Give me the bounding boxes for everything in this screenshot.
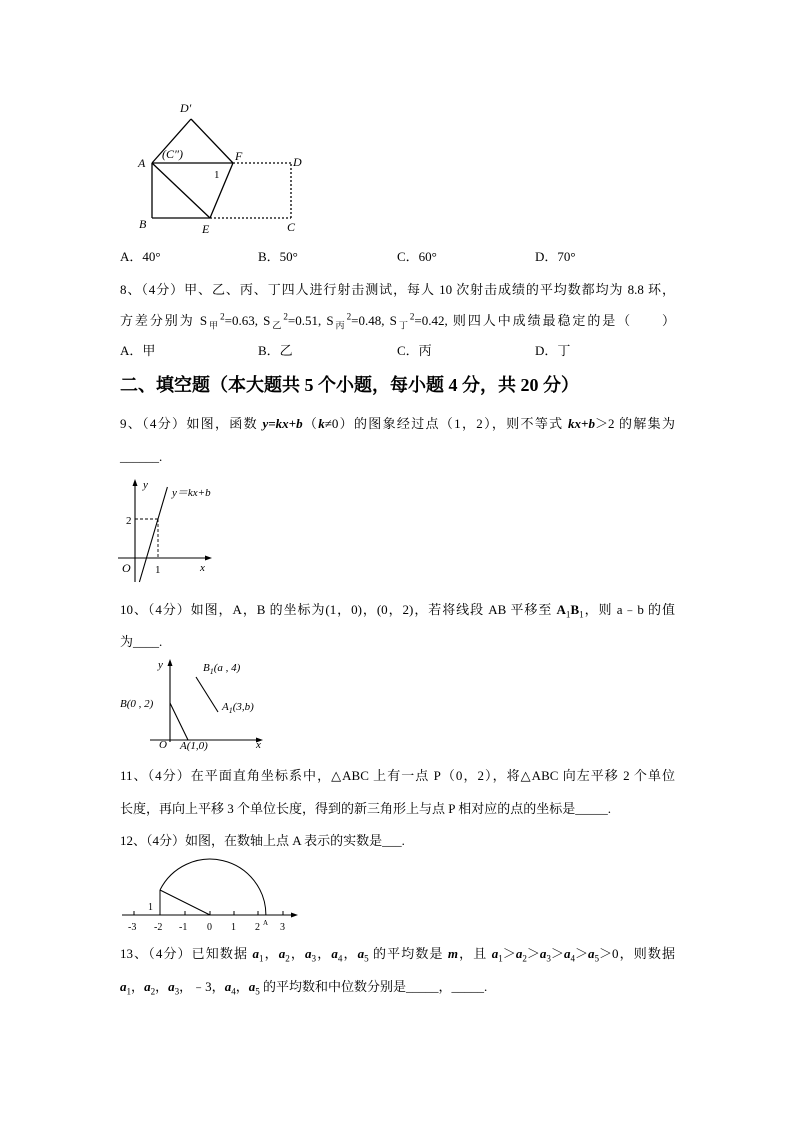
subscript: 4 [570, 953, 575, 964]
label-c: C [287, 220, 296, 234]
math-expression: a [331, 946, 338, 961]
label-unit-height: 1 [148, 902, 153, 913]
subscript: 1 [498, 953, 503, 964]
label-c-double-prime: (C″) [162, 147, 183, 161]
q7-option-c: C．60° [397, 249, 437, 264]
label-d: D [293, 155, 302, 169]
q9-stem-line-1 [120, 414, 675, 434]
x-axis-arrow [205, 556, 212, 561]
subscript: 5 [364, 953, 369, 964]
q7-option-d: D．70° [535, 249, 576, 264]
tick-label-2: 2 [255, 922, 260, 933]
text-segment: ， [131, 979, 145, 994]
q13-stem-line-2 [120, 977, 487, 997]
figure-linear-function [118, 479, 212, 582]
text-segment: （ [302, 416, 319, 431]
superscript: 2 [220, 311, 225, 322]
bold-text: B [570, 602, 580, 617]
label-b1-coords: (a , 4) [213, 662, 241, 674]
subscript: 丁 [396, 320, 410, 331]
label-d-prime: D′ [180, 101, 192, 115]
q13-stem-line-1 [120, 944, 675, 964]
bold-text: A [556, 602, 566, 617]
text-segment: ， [235, 979, 249, 994]
segment-a1b1 [196, 677, 218, 712]
text-segment: 9、（4分）如图，函数 [120, 416, 263, 431]
math-expression: a [491, 946, 499, 961]
figure-segment-translation [120, 659, 263, 752]
subscript: 甲 [207, 320, 221, 331]
q11-stem-line-1: 11、（4分）在平面直角坐标系中，△ABC 上有一点 P（0，2），将△ABC 向左平移 2 个单位 [120, 768, 675, 783]
text-segment: =0.48, S [351, 313, 397, 328]
text-segment: ＞2 的解集为 [594, 416, 675, 431]
label-f: F [235, 149, 243, 163]
q8-option-d: D．丁 [535, 343, 571, 358]
label-b1-letter: B [203, 662, 210, 674]
subscript: 1 [126, 986, 132, 997]
subscript: 1 [258, 953, 264, 964]
text-segment: =0.42, 则四人中成绩最稳定的是（ ） [414, 313, 675, 328]
text-segment: ，且 [458, 946, 492, 961]
subscript: 5 [255, 986, 260, 997]
label-function: y＝kx+b [172, 487, 211, 499]
math-expression: a [515, 946, 523, 961]
subscript: 5 [594, 953, 600, 964]
subscript: 2 [522, 953, 527, 964]
text-segment: =0.51, S [287, 313, 334, 328]
subscript: 1 [579, 609, 584, 620]
figure-number-line [122, 859, 298, 933]
q8-stem-line-1: 8、（4分）甲、乙、丙、丁四人进行射击测试，每人 10 次射击成绩的平均数都均为 8.8 环， [120, 282, 675, 297]
tick-label-0: 0 [207, 922, 212, 933]
y-axis-arrow [168, 659, 173, 666]
text-segment: ＞ [502, 946, 516, 961]
text-segment: ＞ [550, 946, 564, 961]
label-origin: O [122, 561, 131, 575]
tick-label-1: 1 [231, 922, 236, 933]
q7-option-b: B．50° [258, 249, 298, 264]
label-angle-1: 1 [214, 169, 220, 181]
text-segment: ， [155, 979, 169, 994]
number-line-arrow [291, 913, 298, 918]
label-point-a: A [263, 919, 269, 927]
math-expression: a [539, 946, 547, 961]
text-segment: 10、（4分）如图，A，B 的坐标为(1，0)，(0，2)，若将线段 AB 平移至 [120, 602, 557, 617]
math-expression: a [168, 979, 175, 994]
q11-stem-line-2: 长度，再向上平移 3 个单位长度，得到的新三角形上与点 P 相对应的点的坐标是_____. [120, 801, 611, 816]
label-a1-letter: A [222, 701, 229, 713]
superscript: 2 [409, 311, 415, 322]
q9-answer-blank: ______. [120, 449, 163, 464]
math-expression: k [318, 416, 325, 431]
text-segment: ， [289, 946, 306, 961]
q7-option-a: A．40° [120, 249, 161, 264]
text-segment: ， [342, 946, 358, 961]
label-b1-subscript: 1 [209, 667, 214, 676]
math-expression: m [447, 946, 459, 961]
subscript: 2 [150, 986, 156, 997]
y-axis-arrow [133, 479, 138, 486]
math-expression: a [144, 979, 151, 994]
q8-option-c: C．丙 [397, 343, 432, 358]
edge-dprime-f [191, 119, 233, 163]
label-point-b: B(0 , 2) [120, 698, 154, 710]
text-segment: 的平均数和中位数分别是_____，_____. [259, 979, 488, 994]
edge-ae [152, 163, 210, 218]
label-point-a1 [221, 701, 254, 715]
label-a: A [138, 156, 146, 170]
math-expression: kx+b [568, 416, 595, 431]
math-expression: a [588, 946, 595, 961]
math-expression: a [248, 979, 256, 994]
q12-stem: 12、（4分）如图，在数轴上点 A 表示的实数是___. [120, 833, 405, 848]
tick-label-neg3: -3 [128, 922, 137, 933]
text-segment: ， [263, 946, 279, 961]
subscript: 乙 [270, 320, 284, 331]
text-segment: ＞ [526, 946, 540, 961]
function-line [139, 487, 167, 582]
label-x-axis: x [200, 562, 205, 574]
tick-label-neg2: -2 [154, 922, 163, 933]
subscript: 丙 [333, 320, 347, 331]
label-y-value: 2 [126, 515, 132, 527]
math-expression: y=kx+b [262, 416, 303, 431]
label-point-b1 [203, 662, 241, 676]
text-segment: ，﹣3， [179, 979, 225, 994]
math-expression: a [120, 979, 127, 994]
subscript: 4 [337, 953, 343, 964]
q10-stem-line-1 [120, 600, 675, 620]
label-y-axis: y [158, 659, 163, 671]
label-origin: O [159, 739, 167, 751]
figure-fold-rectangle [137, 101, 302, 236]
text-segment: =0.63, S [224, 313, 271, 328]
math-expression: a [563, 946, 571, 961]
math-expression: a [278, 946, 286, 961]
superscript: 2 [346, 311, 352, 322]
text-segment: ，则 a﹣b 的值 [583, 602, 675, 617]
label-x-axis: x [256, 739, 261, 751]
label-b: B [139, 217, 147, 231]
label-y-axis: y [143, 479, 148, 491]
math-expression: a [305, 946, 312, 961]
text-segment: ， [316, 946, 332, 961]
tick-label-neg1: -1 [179, 922, 188, 933]
text-segment: ＞0，则数据 [599, 946, 675, 961]
text-segment: ＞ [574, 946, 588, 961]
subscript: 3 [311, 953, 317, 964]
text-segment: 方差分别为 S [120, 313, 208, 328]
q8-stem-line-2 [120, 311, 675, 331]
text-segment: 13、（4分）已知数据 [120, 946, 253, 961]
q8-option-b: B．乙 [258, 343, 293, 358]
math-expression: a [224, 979, 232, 994]
tick-label-3: 3 [280, 922, 285, 933]
text-segment: ≠0）的图象经过点（1，2），则不等式 [324, 416, 569, 431]
superscript: 2 [283, 311, 288, 322]
label-e: E [202, 222, 210, 236]
compass-arc [160, 859, 266, 915]
text-segment: 的平均数是 [368, 946, 448, 961]
subscript: 1 [565, 609, 571, 620]
math-expression: a [252, 946, 259, 961]
math-expression: a [357, 946, 365, 961]
section-heading: 二、填空题（本大题共 5 个小题，每小题 4 分，共 20 分） [120, 375, 579, 395]
q8-option-a: A．甲 [120, 343, 156, 358]
label-a1-coords: (3,b) [232, 701, 254, 713]
label-point-a: A(1,0) [180, 740, 208, 752]
label-x-value: 1 [155, 564, 161, 576]
subscript: 3 [174, 986, 180, 997]
q10-stem-line-2: 为____. [120, 634, 163, 649]
subscript: 3 [546, 953, 551, 964]
label-a1-subscript: 1 [228, 706, 233, 715]
subscript: 4 [231, 986, 236, 997]
subscript: 2 [285, 953, 290, 964]
segment-ab [170, 703, 188, 740]
